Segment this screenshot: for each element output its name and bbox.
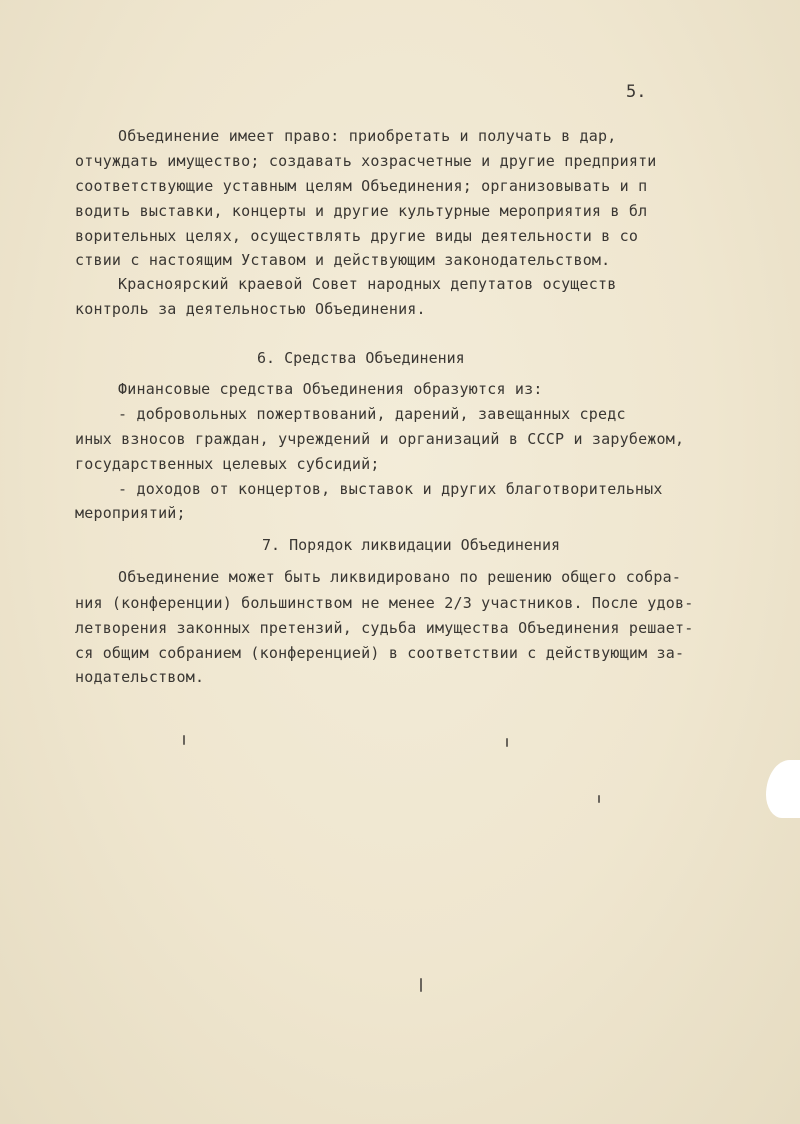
stray-mark	[506, 738, 508, 747]
text-line: - добровольных пожертвований, дарений, завещанных средс	[118, 405, 626, 423]
stray-mark	[598, 795, 600, 803]
text-line: Красноярский краевой Совет народных депутатов осуществ	[118, 275, 617, 293]
text-line: ния (конференции) большинством не менее 2/3 участников. После удов-	[75, 594, 694, 612]
page-number: 5.	[626, 82, 647, 102]
text-line: мероприятий;	[75, 504, 186, 522]
text-line: летворения законных претензий, судьба имущества Объединения решает-	[75, 619, 694, 637]
section-heading: 6. Средства Объединения	[257, 349, 465, 367]
text-line: иных взносов граждан, учреждений и организаций в СССР и зарубежом,	[75, 430, 685, 448]
text-line: нодательством.	[75, 668, 205, 686]
paper-tear	[766, 760, 800, 818]
text-line: водить выставки, концерты и другие культурные мероприятия в бл	[75, 202, 648, 220]
text-line: Объединение может быть ликвидировано по решению общего собра-	[118, 568, 682, 586]
stray-mark	[420, 978, 422, 992]
text-line: Финансовые средства Объединения образуются из:	[118, 380, 543, 398]
text-line: соответствующие уставным целям Объединения; организовывать и п	[75, 177, 648, 195]
section-heading: 7. Порядок ликвидации Объединения	[262, 536, 561, 554]
text-line: отчуждать имущество; создавать хозрасчетные и другие предприяти	[75, 152, 657, 170]
text-line: контроль за деятельностью Объединения.	[75, 300, 426, 318]
stray-mark	[183, 735, 185, 745]
text-line: ствии с настоящим Уставом и действующим законодательством.	[75, 251, 611, 269]
text-line: государственных целевых субсидий;	[75, 455, 380, 473]
text-line: ворительных целях, осуществлять другие виды деятельности в со	[75, 227, 639, 245]
text-line: - доходов от концертов, выставок и других благотворительных	[118, 480, 663, 498]
text-line: ся общим собранием (конференцией) в соответствии с действующим за-	[75, 644, 685, 662]
text-line: Объединение имеет право: приобретать и получать в дар,	[118, 127, 617, 145]
